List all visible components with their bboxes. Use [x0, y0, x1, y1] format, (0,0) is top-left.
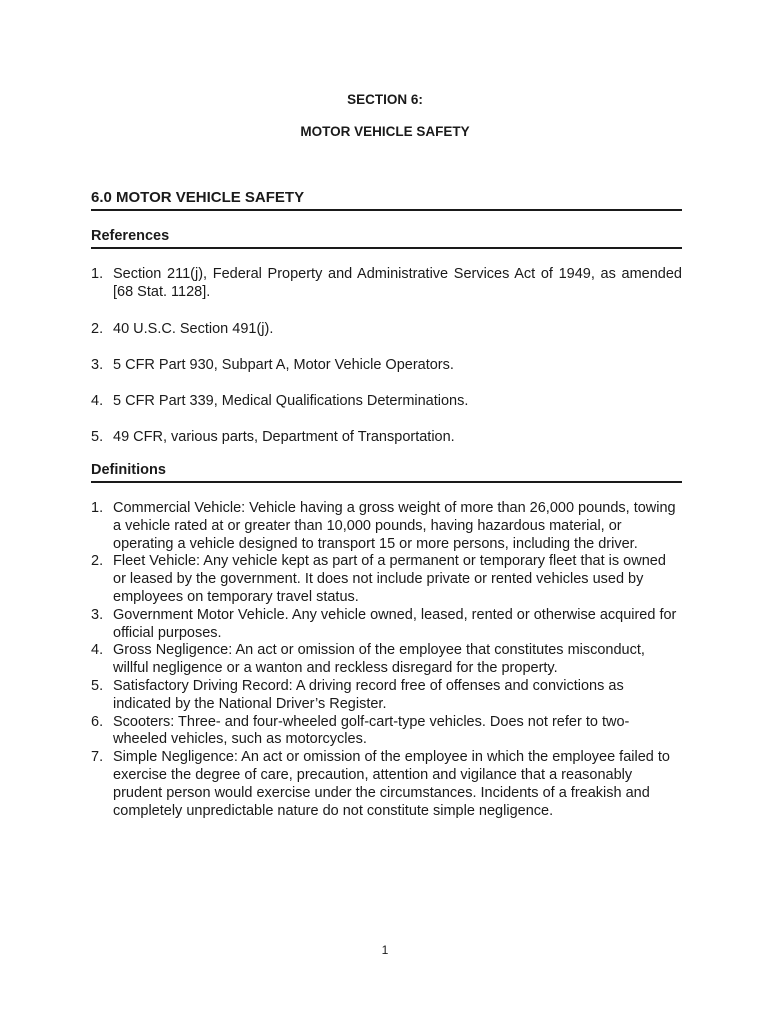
- section-title: MOTOR VEHICLE SAFETY: [300, 124, 470, 139]
- reference-number: 4.: [91, 393, 104, 409]
- definition-text: Gross Negligence: An act or omission of the employee that constitutes misconduct, willful negligence or a wanton and reckless disregard for the property.: [113, 642, 645, 677]
- reference-number: 1.: [91, 266, 104, 282]
- definition-item: [91, 749, 682, 820]
- references-heading: References: [91, 228, 682, 249]
- definitions-list: [91, 500, 682, 820]
- definition-item: [91, 678, 682, 714]
- definition-text: Simple Negligence: An act or omission of the employee in which the employee failed to exercise the degree of care, precaution, attention and vigilance that a reasonably prudent person would exercise under the circumstances. Incidents of a freakish and completely unpredictable nature do not constitute simple negligence.: [113, 749, 670, 819]
- definition-item: [91, 642, 682, 678]
- definitions-heading: Definitions: [91, 462, 682, 483]
- reference-item: [91, 392, 682, 410]
- definition-number: 7.: [91, 749, 104, 766]
- reference-item: [91, 428, 682, 446]
- reference-number: 3.: [91, 357, 104, 373]
- reference-text: 40 U.S.C. Section 491(j).: [113, 321, 274, 337]
- definition-number: 1.: [91, 500, 104, 516]
- reference-text: 5 CFR Part 930, Subpart A, Motor Vehicle Operators.: [113, 357, 454, 373]
- main-heading: 6.0 MOTOR VEHICLE SAFETY: [91, 189, 682, 211]
- definition-number: 5.: [91, 677, 104, 694]
- definition-number: 6.: [91, 713, 104, 730]
- definition-text: Scooters: Three- and four-wheeled golf-cart-type vehicles. Does not refer to two-wheeled vehicles, such as motorcycles.: [113, 713, 630, 748]
- reference-text: 5 CFR Part 339, Medical Qualifications Determinations.: [113, 393, 469, 409]
- reference-number: 5.: [91, 429, 104, 445]
- definition-number: 4.: [91, 642, 104, 659]
- reference-text: 49 CFR, various parts, Department of Transportation.: [113, 429, 455, 445]
- section-label: SECTION 6:: [347, 92, 423, 107]
- definition-text: Government Motor Vehicle. Any vehicle owned, leased, rented or otherwise acquired for official purposes.: [113, 606, 677, 641]
- definition-item: [91, 714, 682, 750]
- definition-text: Satisfactory Driving Record: A driving record free of offenses and convictions as indicated by the National Driver’s Register.: [113, 677, 624, 712]
- reference-item: [91, 356, 682, 374]
- definition-number: 2.: [91, 553, 104, 570]
- reference-number: 2.: [91, 321, 104, 337]
- references-list: [91, 265, 682, 446]
- reference-item: [91, 265, 682, 301]
- page-number: 1: [381, 943, 389, 957]
- reference-text: Section 211(j), Federal Property and Administrative Services Act of 1949, as amended [68 Stat. 1128].: [113, 266, 682, 300]
- definition-item: [91, 607, 682, 643]
- reference-item: [91, 320, 682, 338]
- definition-number: 3.: [91, 606, 104, 623]
- definition-item: [91, 553, 682, 606]
- definition-item: [91, 500, 682, 553]
- definition-text: Commercial Vehicle: Vehicle having a gross weight of more than 26,000 pounds, towing a vehicle rated at or greater than 10,000 pounds, having hazardous material, or operating a vehicle designed to transport 15 or more persons, including the driver.: [113, 500, 676, 552]
- definition-text: Fleet Vehicle: Any vehicle kept as part of a permanent or temporary fleet that is owned or leased by the government. It does not include private or rented vehicles used by employees on temporary travel status.: [113, 553, 666, 605]
